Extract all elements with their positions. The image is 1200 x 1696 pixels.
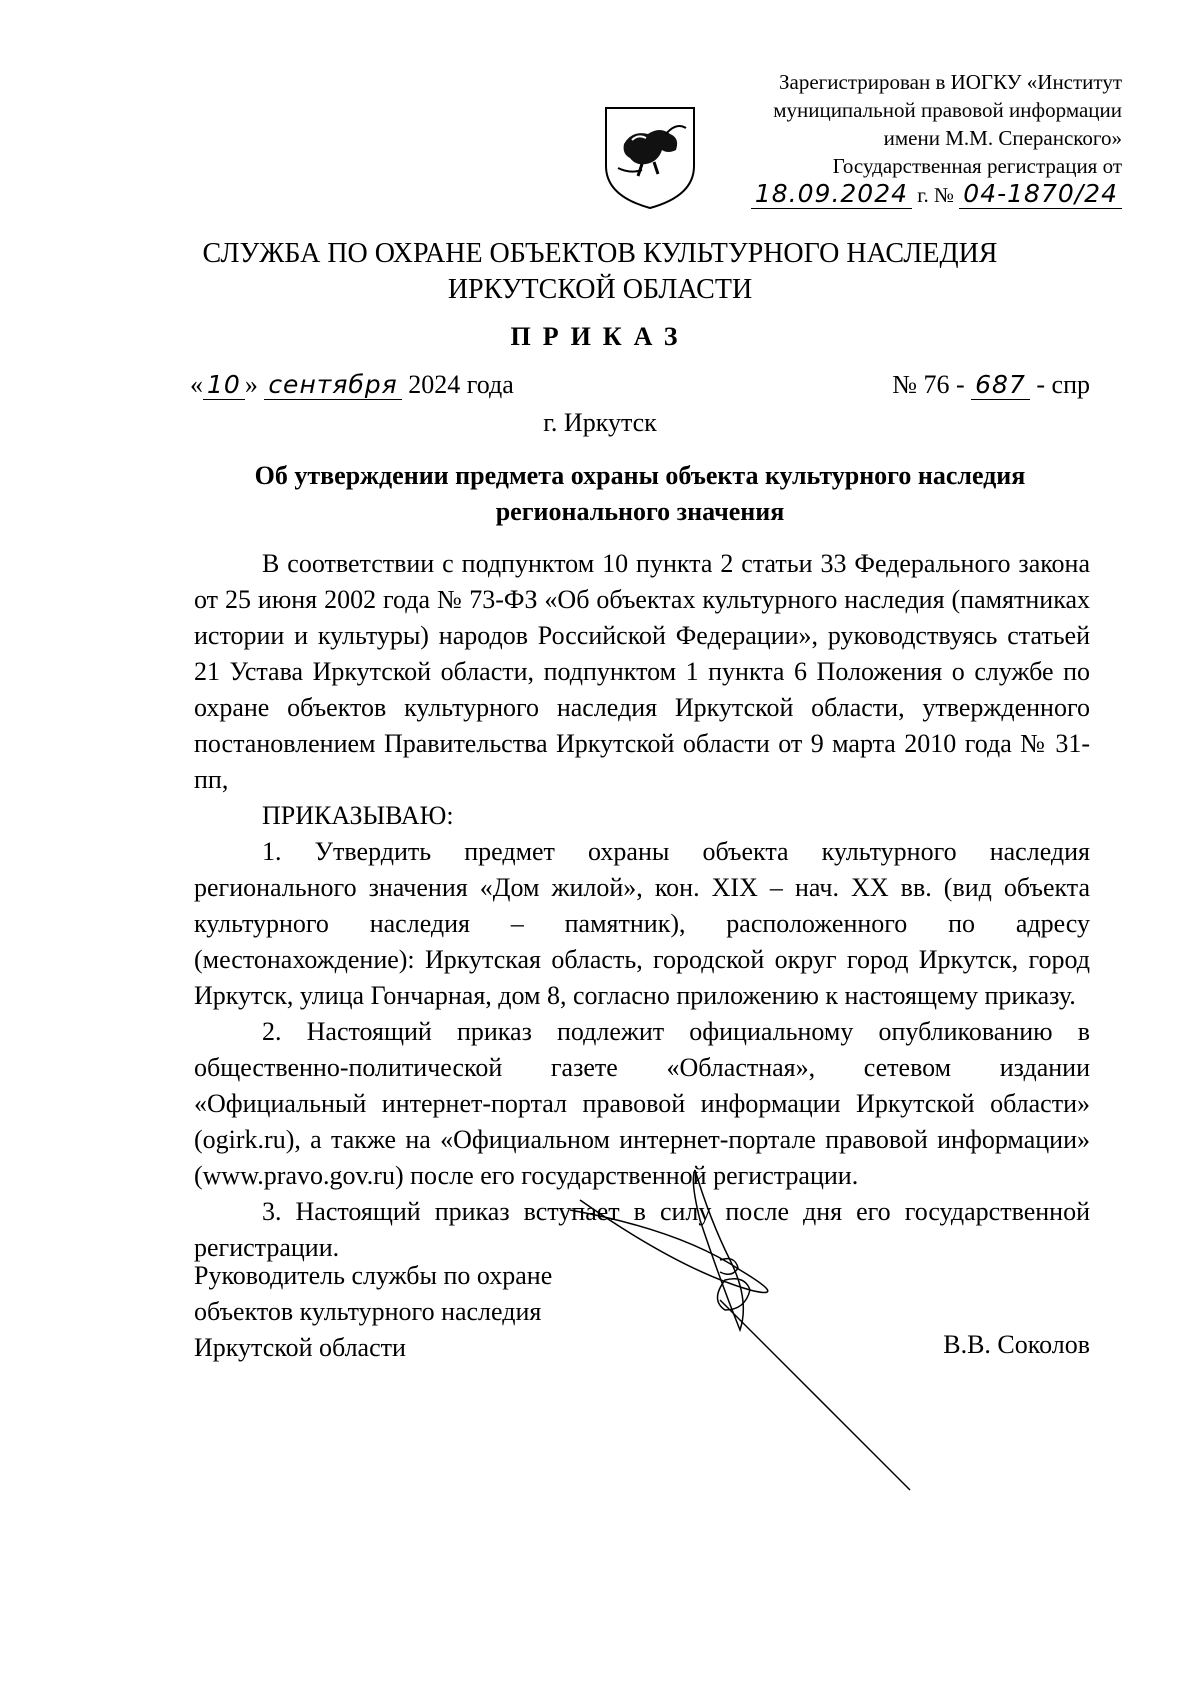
signatory-line-3: Иркутской области (194, 1333, 406, 1362)
date-year: 2024 года (408, 370, 514, 399)
order-number-suffix: - спр (1036, 370, 1090, 399)
order-word: ПРИКАЗЫВАЮ: (262, 801, 454, 830)
registration-line-3: имени М.М. Сперанского» (883, 126, 1122, 150)
city: г. Иркутск (543, 408, 657, 437)
order-item-1: 1. Утвердить предмет охраны объекта культурного наследия регионального значения «Дом жилой», кон. XIX – нач. XX вв. (вид объекта культурного наследия – памятник), расположенного по адресу (местонахождение): Иркутская область, городской округ город Иркутск, город Иркутск, улица Гончарная, дом 8, согласно приложению к настоящему приказу. (194, 837, 1090, 1010)
preamble-paragraph: В соответствии с подпунктом 10 пункта 2 статьи 33 Федерального закона от 25 июня 2002 года № 73-ФЗ «Об объектах культурного наследия (памятниках истории и культуры) народов Российской Федерации», руководствуясь статьей 21 Устава Иркутской области, подпунктом 1 пункта 6 Положения о службе по охране объектов культурного наследия Иркутской области, утвержденного постановлением Правительства Иркутской области от 9 марта 2010 года № 31-пп, (194, 549, 1090, 794)
registration-details (692, 180, 1122, 209)
signatory-line-2: объектов культурного наследия (194, 1297, 542, 1326)
organization-name-line-2: ИРКУТСКОЙ ОБЛАСТИ (447, 274, 753, 305)
subject-line-1: Об утверждении предмета охраны объекта культурного наследия (254, 461, 1026, 490)
document-type: ПРИКАЗ (510, 322, 690, 351)
date-day: 10 (203, 371, 245, 400)
signatory-name: В.В. Соколов (943, 1330, 1090, 1359)
registration-stamp (692, 68, 1122, 209)
order-date (190, 370, 514, 400)
registration-line-2: муниципальной правовой информации (773, 98, 1122, 122)
signatory-position (194, 1258, 552, 1366)
order-item-2: 2. Настоящий приказ подлежит официальному опубликованию в общественно-политической газете «Областная», сетевом издании «Официальный интернет-портал правовой информации Иркутской области» (ogirk.ru), а также на «Официальном интернет-портале правовой информации» (www.pravo.gov.ru) после его государственной регистрации. (194, 1017, 1090, 1190)
order-number-handwritten: 687 (971, 371, 1030, 400)
registration-number-label: г. № (917, 183, 955, 207)
date-close-quote: » (244, 370, 258, 399)
order-item-3: 3. Настоящий приказ вступает в силу после дня его государственной регистрации. (194, 1197, 1090, 1262)
document-subject (190, 458, 1090, 530)
registration-line-1: Зарегистрирован в ИОГКУ «Институт (778, 70, 1122, 94)
irkutsk-coat-of-arms-icon (602, 104, 698, 212)
subject-line-2: регионального значения (495, 497, 785, 526)
order-number-prefix: № 76 - (892, 370, 965, 399)
date-month: сентября (264, 371, 401, 400)
organization-name (0, 236, 1200, 308)
organization-name-line-1: СЛУЖБА ПО ОХРАНЕ ОБЪЕКТОВ КУЛЬТУРНОГО НАСЛЕДИЯ (202, 238, 998, 269)
registration-date: 18.09.2024 (751, 180, 912, 209)
date-open-quote: « (190, 370, 203, 399)
document-body (194, 546, 1090, 1266)
order-number (892, 370, 1090, 400)
registration-number: 04-1870/24 (959, 180, 1122, 209)
signatory-line-1: Руководитель службы по охране (194, 1261, 553, 1290)
registration-line-4: Государственная регистрация от (832, 154, 1122, 178)
handwritten-signature (560, 1160, 940, 1500)
